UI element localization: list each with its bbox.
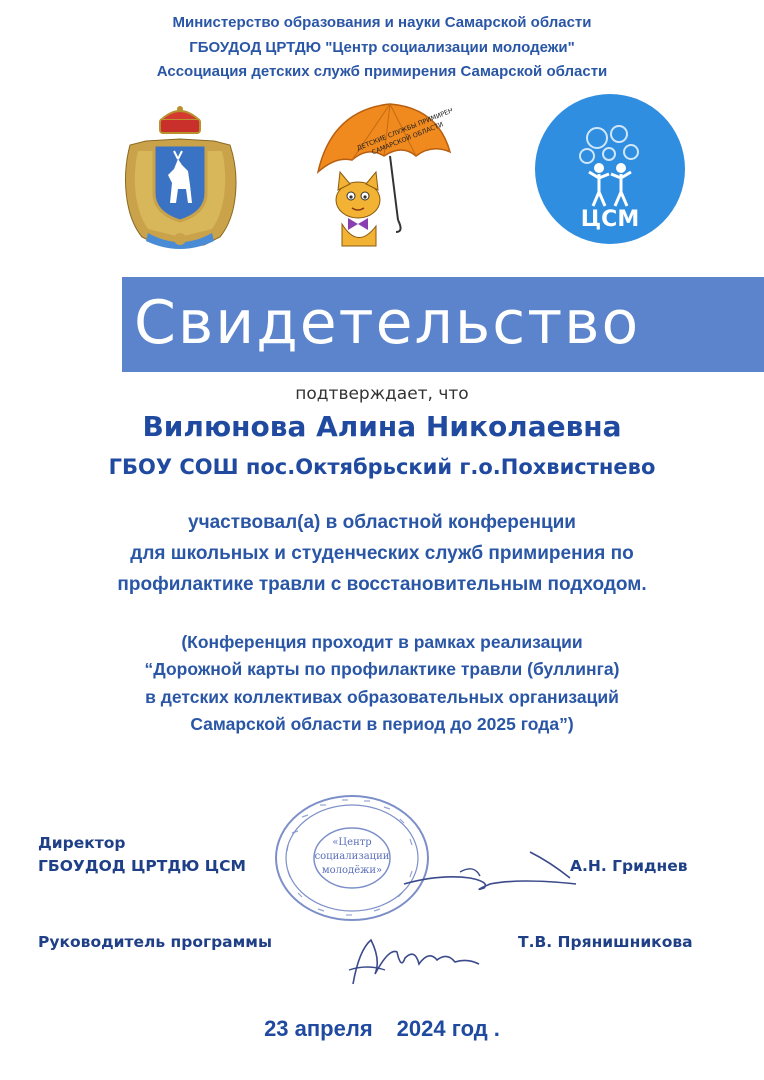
svg-text:ДЕТСКИЕ СЛУЖБЫ ПРИМИРЕНИЯ: ДЕТСКИЕ СЛУЖБЫ ПРИМИРЕНИЯ — [355, 102, 452, 153]
confirm-text: подтверждает, что — [295, 384, 469, 404]
manager-name: Т.В. Прянишникова — [518, 933, 693, 951]
body-line-3: профилактике травли с восстановительным подходом. — [117, 574, 647, 595]
samara-coat-of-arms-logo — [118, 105, 243, 260]
director-name: А.Н. Гриднев — [570, 857, 688, 875]
reconciliation-services-umbrella-logo — [312, 100, 452, 255]
csm-logo-text: ЦСМ — [580, 207, 640, 232]
body-line-2: для школьных и студенческих служб примирения по — [130, 543, 634, 564]
note-line-2: “Дорожной карты по профилактике травли (буллинга) — [144, 659, 620, 679]
manager-signature — [345, 930, 485, 995]
svg-text:САМАРСКОЙ ОБЛАСТИ: САМАРСКОЙ ОБЛАСТИ — [370, 120, 445, 157]
director-signature — [400, 848, 580, 903]
svg-text:социализации: социализации — [314, 851, 390, 862]
director-title-line-1: Директор — [38, 834, 126, 852]
recipient-school: ГБОУ СОШ пос.Октябрьский г.о.Похвистнево — [108, 455, 656, 479]
manager-title: Руководитель программы — [38, 933, 272, 951]
director-title-line-2: ГБОУДОД ЦРТДЮ ЦСМ — [38, 857, 246, 875]
certificate-title: Свидетельство — [134, 288, 641, 358]
date-year: 2024 год . — [396, 1016, 500, 1041]
recipient-name: Вилюнова Алина Николаевна — [142, 410, 622, 443]
note-line-1: (Конференция проходит в рамках реализации — [181, 632, 583, 652]
date-day-month: 23 апреля — [264, 1016, 373, 1041]
issue-date — [0, 1016, 764, 1042]
csm-logo — [535, 94, 685, 249]
header-ministry: Министерство образования и науки Самарской области — [172, 14, 592, 31]
header-association: Ассоциация детских служб примирения Самарской области — [156, 63, 608, 80]
svg-text:молодёжи»: молодёжи» — [321, 865, 383, 876]
svg-text:«Центр: «Центр — [332, 837, 372, 848]
body-line-1: участвовал(а) в областной конференции — [188, 512, 576, 533]
header-institution: ГБОУДОД ЦРТДЮ "Центр социализации молодежи" — [189, 39, 575, 56]
note-line-4: Самарской области в период до 2025 года”) — [190, 714, 574, 734]
note-line-3: в детских коллективах образовательных организаций — [145, 687, 619, 707]
